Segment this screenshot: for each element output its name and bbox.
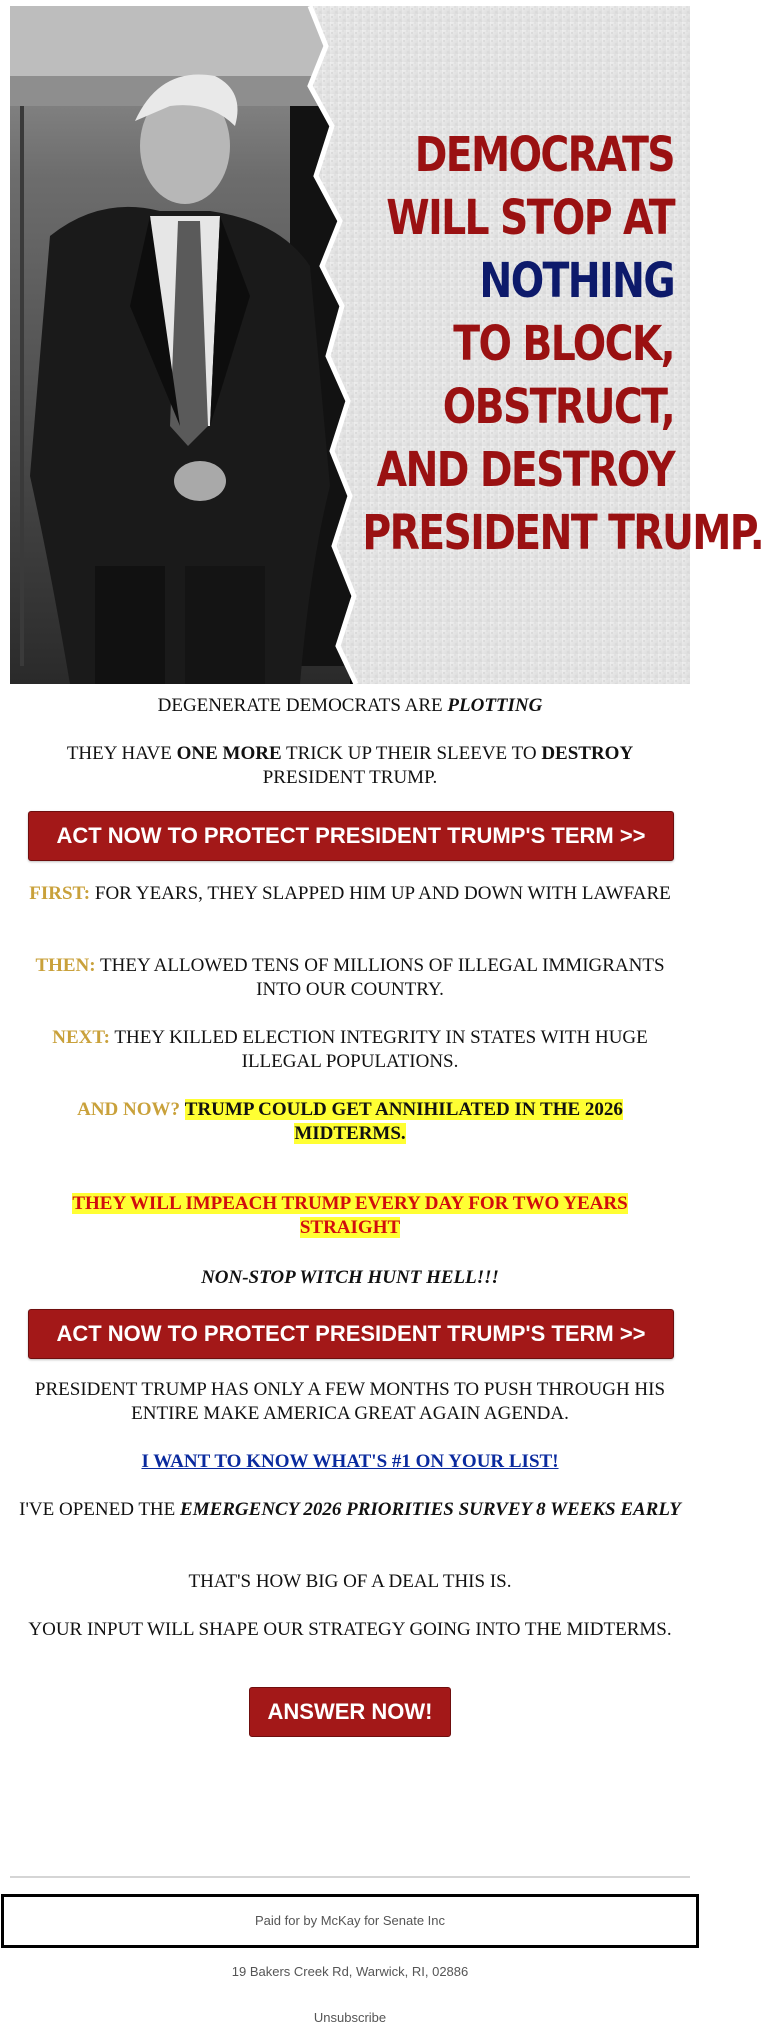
intro-line-1 [16,694,684,718]
first-text: FOR YEARS, THEY SLAPPED HIM UP AND DOWN WITH LAWFARE [90,883,671,904]
impeach-warning [50,1192,650,1240]
next-label: NEXT: [52,1027,110,1048]
headline-line-5: OBSTRUCT, [442,379,674,435]
priority-list-link[interactable]: I WANT TO KNOW WHAT'S #1 ON YOUR LIST! [141,1451,559,1472]
intro-bold-destroy: DESTROY [541,743,634,764]
headline-line-4: TO BLOCK, [453,316,674,372]
list-link-line [16,1450,684,1474]
answer-now-button[interactable]: ANSWER NOW! [249,1687,451,1737]
now-text: TRUMP COULD GET ANNIHILATED IN THE 2026 MIDTERMS. [184,1099,623,1144]
agenda-paragraph: PRESIDENT TRUMP HAS ONLY A FEW MONTHS TO PUSH THROUGH HIS ENTIRE MAKE AMERICA GREAT AGAIN AGENDA. [34,1379,666,1424]
hero-banner [10,6,763,684]
hero-headline [362,124,763,565]
survey-emphasis: EMERGENCY 2026 PRIORITIES SURVEY 8 WEEKS EARLY [180,1499,681,1520]
intro-emphasis: PLOTTING [447,695,543,716]
paid-for-disclaimer: Paid for by McKay for Senate Inc [1,1894,699,1948]
then-label: THEN: [35,955,96,976]
footer-divider [10,1876,690,1878]
first-label: FIRST: [29,883,91,904]
headline-line-6: AND DESTROY [376,442,674,498]
input-paragraph: YOUR INPUT WILL SHAPE OUR STRATEGY GOING INTO THE MIDTERMS. [28,1619,672,1640]
next-text: THEY KILLED ELECTION INTEGRITY IN STATES WITH HUGE ILLEGAL POPULATIONS. [109,1027,648,1072]
unsubscribe-link[interactable]: Unsubscribe [313,2010,387,2025]
headline-line-7: PRESIDENT TRUMP. [362,505,763,561]
big-deal-line: THAT'S HOW BIG OF A DEAL THIS IS. [188,1571,512,1592]
intro-line-2 [16,742,684,790]
intro-text-e: PRESIDENT TRUMP. [262,767,438,788]
intro-text: DEGENERATE DEMOCRATS ARE [157,695,448,716]
timeline-then [16,954,684,1002]
protect-term-button-2[interactable]: ACT NOW TO PROTECT PRESIDENT TRUMP'S TERM >> [28,1309,674,1359]
survey-paragraph [16,1498,684,1522]
timeline-first [16,882,684,906]
witch-hunt-text: NON-STOP WITCH HUNT HELL!!! [201,1267,499,1288]
survey-text: I'VE OPENED THE [19,1499,181,1520]
headline-line-2: WILL STOP AT [386,190,674,246]
intro-bold-one-more: ONE MORE [176,743,282,764]
impeach-text: THEY WILL IMPEACH TRUMP EVERY DAY FOR TWO YEARS STRAIGHT [72,1193,628,1238]
headline-line-3: NOTHING [479,253,674,309]
intro-text-a: THEY HAVE [66,743,177,764]
timeline-next [16,1026,684,1074]
headline-line-1: DEMOCRATS [414,127,674,183]
timeline-now [60,1098,640,1146]
footer-address: 19 Bakers Creek Rd, Warwick, RI, 02886 [231,1964,469,1979]
intro-text-c: TRICK UP THEIR SLEEVE TO [281,743,542,764]
now-label: AND NOW? [77,1099,181,1120]
witch-hunt-line [16,1266,684,1290]
then-text: THEY ALLOWED TENS OF MILLIONS OF ILLEGAL IMMIGRANTS INTO OUR COUNTRY. [95,955,665,1000]
protect-term-button-1[interactable]: ACT NOW TO PROTECT PRESIDENT TRUMP'S TERM >> [28,811,674,861]
